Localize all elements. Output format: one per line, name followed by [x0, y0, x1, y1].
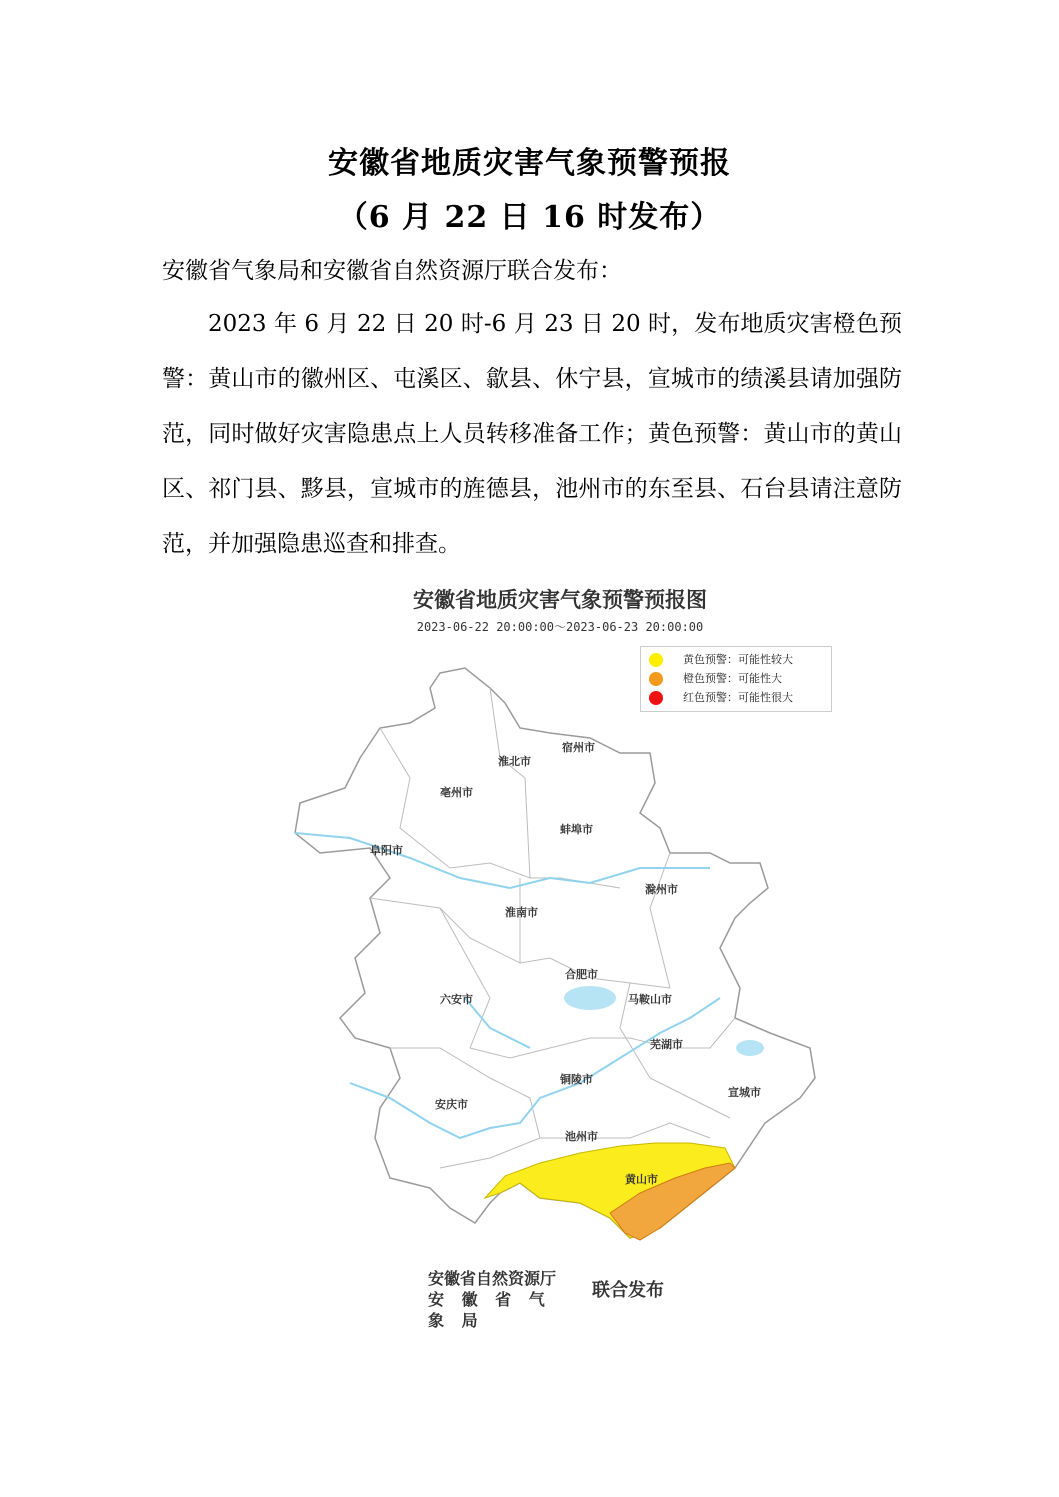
city-label-fuyang: 阜阳市	[370, 844, 403, 857]
city-label-anqing: 安庆市	[435, 1098, 468, 1111]
city-label-huaibei: 淮北市	[498, 755, 531, 768]
issuer-natural-resources: 安徽省自然资源厅	[428, 1269, 557, 1288]
city-label-chuzhou: 滁州市	[645, 883, 678, 896]
city-label-xuancheng: 宣城市	[728, 1086, 761, 1099]
legend-item-red: 红色预警：可能性很大	[649, 688, 793, 708]
city-label-bengbu: 蚌埠市	[560, 823, 593, 836]
city-label-hefei: 合肥市	[565, 968, 598, 981]
city-label-luan: 六安市	[440, 993, 473, 1006]
document-title: 安徽省地质灾害气象预警预报	[328, 146, 731, 181]
city-label-tongling: 铜陵市	[560, 1073, 593, 1086]
map-time-range: 2023-06-22 20:00:00～2023-06-23 20:00:00	[416, 620, 704, 634]
warning-map-figure	[290, 578, 830, 1330]
city-label-bozhou: 亳州市	[440, 786, 473, 799]
body-paragraph: 2023 年 6 月 22 日 20 时-6 月 23 日 20 时，发布地质灾害橙色预警：黄山市的徽州区、屯溪区、歙县、休宁县，宣城市的绩溪县请加强防范，同时做好灾害隐患点上人员转移准备工作；黄色预警：黄山市的黄山区、祁门县、黟县，宣城市的旌德县，池州市的东至县、石台县请注意防范，并加强隐患巡查和排查。	[162, 311, 902, 557]
red-dot-icon	[649, 691, 663, 705]
map-title: 安徽省地质灾害气象预警预报图	[413, 588, 707, 612]
intro-paragraph: 安徽省气象局和安徽省自然资源厅联合发布：	[162, 258, 622, 284]
city-label-chizhou: 池州市	[565, 1130, 598, 1143]
legend-item-yellow: 黄色预警：可能性较大	[649, 650, 793, 670]
yellow-dot-icon	[649, 653, 663, 667]
city-label-maanshan: 马鞍山市	[628, 993, 672, 1006]
city-label-wuhu: 芜湖市	[650, 1038, 683, 1051]
orange-dot-icon	[649, 672, 663, 686]
city-label-suzhou: 宿州市	[562, 741, 595, 754]
issuer-block	[428, 1268, 568, 1331]
issuer-meteorology: 安 徽 省 气 象 局	[428, 1290, 551, 1330]
map-legend	[640, 646, 832, 712]
province-outline	[295, 668, 815, 1238]
city-label-huangshan: 黄山市	[625, 1173, 658, 1186]
legend-item-orange: 橙色预警：可能性大	[649, 669, 782, 689]
city-label-huainan: 淮南市	[505, 906, 538, 919]
document-subtitle: （6 月 22 日 16 时发布）	[337, 200, 722, 235]
joint-issue-label: 联合发布	[592, 1280, 664, 1301]
chaohu-lake	[564, 986, 616, 1010]
lake	[736, 1040, 764, 1056]
